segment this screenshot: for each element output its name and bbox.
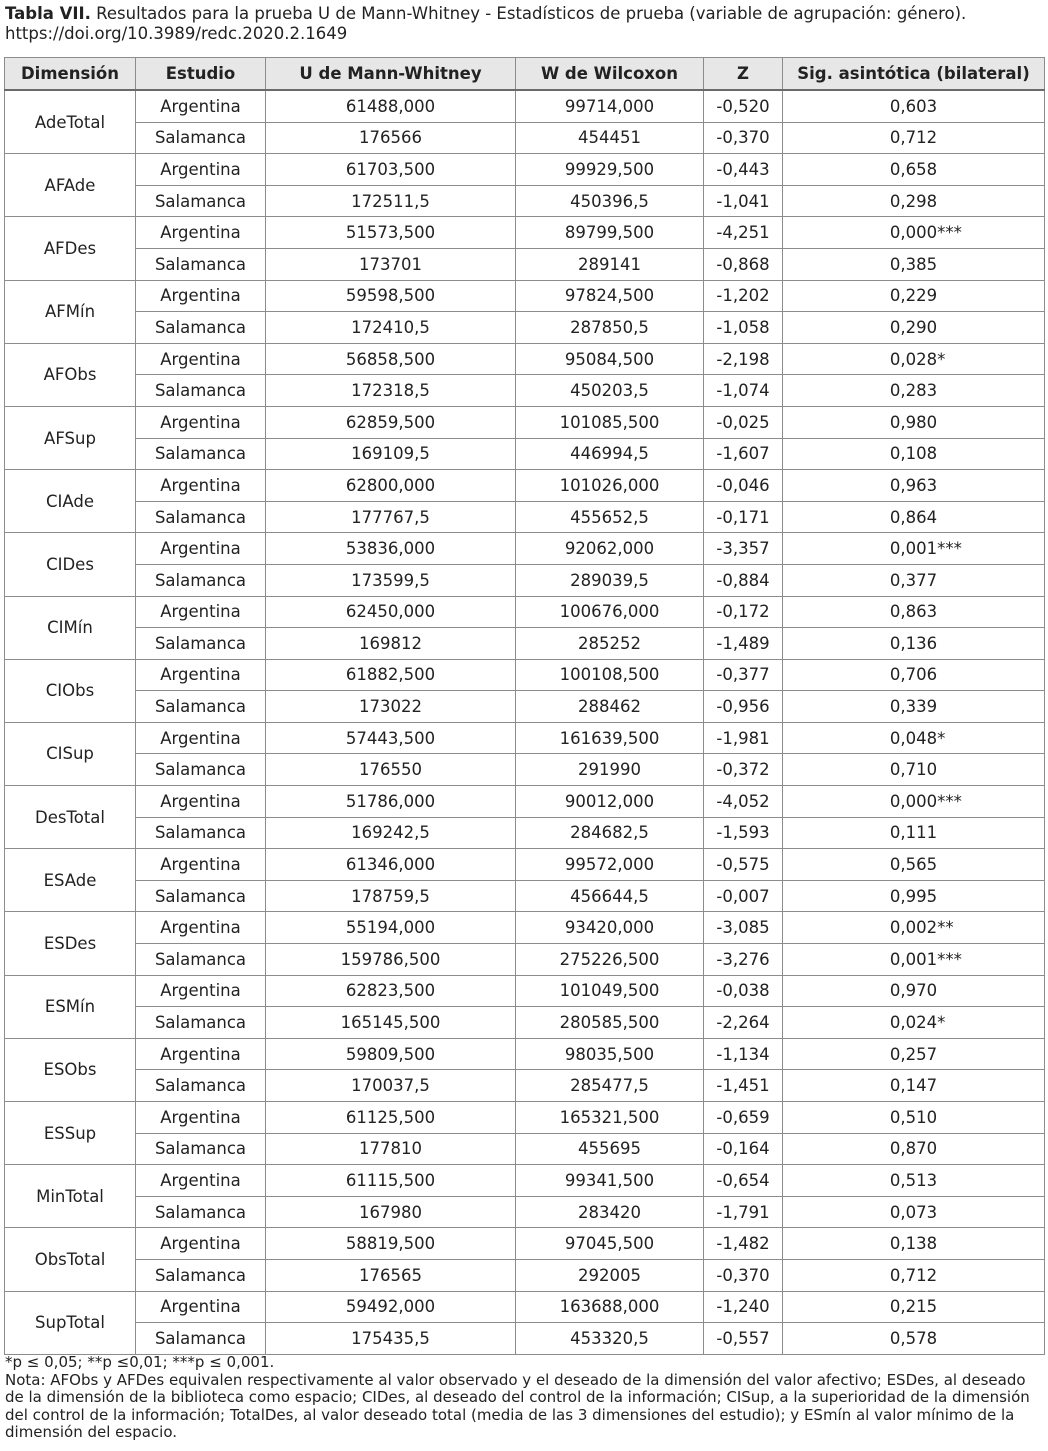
cell-dimension: CIAde [5,470,136,533]
cell-estudio: Salamanca [136,1323,266,1355]
cell-u-mann-whitney: 59598,500 [266,280,516,312]
cell-estudio: Salamanca [136,501,266,533]
cell-sig: 0,513 [783,1165,1045,1197]
table-row [5,1165,1045,1197]
cell-sig: 0,980 [783,406,1045,438]
table-row [5,596,1045,628]
table-row [5,501,1045,533]
cell-estudio: Salamanca [136,564,266,596]
cell-w-wilcoxon: 450203,5 [516,375,704,407]
cell-dimension: ESAde [5,849,136,912]
cell-w-wilcoxon: 287850,5 [516,312,704,344]
table-row [5,691,1045,723]
significance-note: *p ≤ 0,05; **p ≤0,01; ***p ≤ 0,001. [5,1353,275,1371]
cell-sig: 0,658 [783,154,1045,186]
cell-estudio: Salamanca [136,628,266,660]
cell-estudio: Argentina [136,1102,266,1134]
cell-sig: 0,229 [783,280,1045,312]
cell-estudio: Salamanca [136,438,266,470]
header-dimension: Dimensión [5,58,136,91]
cell-z: -0,868 [704,248,783,280]
cell-sig: 0,283 [783,375,1045,407]
cell-estudio: Salamanca [136,817,266,849]
cell-estudio: Argentina [136,406,266,438]
table-row [5,1291,1045,1323]
cell-u-mann-whitney: 62800,000 [266,470,516,502]
cell-z: -0,520 [704,90,783,122]
cell-estudio: Salamanca [136,754,266,786]
cell-w-wilcoxon: 99714,000 [516,90,704,122]
cell-w-wilcoxon: 161639,500 [516,722,704,754]
cell-dimension: AFSup [5,406,136,469]
cell-u-mann-whitney: 169242,5 [266,817,516,849]
cell-u-mann-whitney: 169109,5 [266,438,516,470]
cell-w-wilcoxon: 454451 [516,122,704,154]
cell-sig: 0,377 [783,564,1045,596]
cell-estudio: Argentina [136,90,266,122]
cell-w-wilcoxon: 289039,5 [516,564,704,596]
cell-u-mann-whitney: 61115,500 [266,1165,516,1197]
cell-u-mann-whitney: 167980 [266,1196,516,1228]
cell-w-wilcoxon: 101049,500 [516,975,704,1007]
cell-z: -0,654 [704,1165,783,1197]
cell-sig: 0,290 [783,312,1045,344]
cell-z: -0,557 [704,1323,783,1355]
table-row [5,786,1045,818]
cell-estudio: Salamanca [136,1007,266,1039]
cell-dimension: AFDes [5,217,136,280]
cell-w-wilcoxon: 450396,5 [516,185,704,217]
cell-dimension: AFAde [5,154,136,217]
table-body [5,90,1045,1354]
cell-z: -1,981 [704,722,783,754]
table-row [5,880,1045,912]
cell-z: -4,052 [704,786,783,818]
cell-u-mann-whitney: 176550 [266,754,516,786]
cell-dimension: CIDes [5,533,136,596]
cell-w-wilcoxon: 289141 [516,248,704,280]
table-row [5,406,1045,438]
cell-u-mann-whitney: 59492,000 [266,1291,516,1323]
cell-w-wilcoxon: 455695 [516,1133,704,1165]
cell-sig: 0,257 [783,1038,1045,1070]
cell-w-wilcoxon: 285477,5 [516,1070,704,1102]
cell-z: -0,884 [704,564,783,596]
cell-u-mann-whitney: 57443,500 [266,722,516,754]
cell-w-wilcoxon: 93420,000 [516,912,704,944]
cell-u-mann-whitney: 177810 [266,1133,516,1165]
cell-u-mann-whitney: 53836,000 [266,533,516,565]
cell-dimension: ESDes [5,912,136,975]
header-w-wilcoxon: W de Wilcoxon [516,58,704,91]
cell-dimension: CIMín [5,596,136,659]
header-sig: Sig. asintótica (bilateral) [783,58,1045,91]
cell-u-mann-whitney: 61346,000 [266,849,516,881]
cell-z: -0,659 [704,1102,783,1134]
cell-z: -0,038 [704,975,783,1007]
table-row [5,185,1045,217]
cell-sig: 0,995 [783,880,1045,912]
cell-z: -1,482 [704,1228,783,1260]
cell-u-mann-whitney: 159786,500 [266,944,516,976]
cell-u-mann-whitney: 58819,500 [266,1228,516,1260]
cell-z: -0,164 [704,1133,783,1165]
cell-sig: 0,603 [783,90,1045,122]
cell-dimension: ESSup [5,1102,136,1165]
cell-estudio: Argentina [136,533,266,565]
cell-estudio: Argentina [136,1038,266,1070]
cell-z: -0,372 [704,754,783,786]
cell-estudio: Argentina [136,217,266,249]
cell-estudio: Argentina [136,280,266,312]
cell-sig: 0,048 * [783,722,1045,754]
table-row [5,975,1045,1007]
cell-dimension: CISup [5,722,136,785]
cell-w-wilcoxon: 97045,500 [516,1228,704,1260]
cell-z: -1,041 [704,185,783,217]
cell-z: -0,172 [704,596,783,628]
cell-dimension: ESMín [5,975,136,1038]
cell-w-wilcoxon: 100108,500 [516,659,704,691]
cell-sig: 0,298 [783,185,1045,217]
cell-sig: 0,712 [783,1259,1045,1291]
cell-z: -0,575 [704,849,783,881]
cell-w-wilcoxon: 98035,500 [516,1038,704,1070]
table-row [5,1007,1045,1039]
cell-estudio: Salamanca [136,1196,266,1228]
table-row [5,533,1045,565]
cell-u-mann-whitney: 55194,000 [266,912,516,944]
table-notes [5,1354,1045,1442]
table-row [5,438,1045,470]
cell-estudio: Argentina [136,786,266,818]
cell-sig: 0,000 *** [783,786,1045,818]
cell-estudio: Salamanca [136,375,266,407]
cell-w-wilcoxon: 446994,5 [516,438,704,470]
cell-estudio: Argentina [136,849,266,881]
cell-sig: 0,073 [783,1196,1045,1228]
table-header-row [5,58,1045,91]
table-row [5,1259,1045,1291]
table-row [5,817,1045,849]
cell-z: -1,489 [704,628,783,660]
table-row [5,944,1045,976]
cell-u-mann-whitney: 172410,5 [266,312,516,344]
cell-z: -0,171 [704,501,783,533]
cell-w-wilcoxon: 99341,500 [516,1165,704,1197]
table-row [5,470,1045,502]
cell-dimension: CIObs [5,659,136,722]
results-table [4,57,1045,1355]
cell-estudio: Argentina [136,912,266,944]
table-row [5,1102,1045,1134]
table-row [5,754,1045,786]
cell-z: -1,074 [704,375,783,407]
cell-z: -0,956 [704,691,783,723]
cell-sig: 0,147 [783,1070,1045,1102]
header-estudio: Estudio [136,58,266,91]
cell-u-mann-whitney: 176566 [266,122,516,154]
cell-w-wilcoxon: 455652,5 [516,501,704,533]
cell-u-mann-whitney: 172511,5 [266,185,516,217]
cell-dimension: AdeTotal [5,90,136,154]
cell-estudio: Argentina [136,596,266,628]
cell-z: -1,607 [704,438,783,470]
cell-w-wilcoxon: 89799,500 [516,217,704,249]
cell-w-wilcoxon: 100676,000 [516,596,704,628]
cell-estudio: Salamanca [136,1133,266,1165]
cell-dimension: SupTotal [5,1291,136,1354]
cell-u-mann-whitney: 61488,000 [266,90,516,122]
cell-u-mann-whitney: 178759,5 [266,880,516,912]
cell-w-wilcoxon: 288462 [516,691,704,723]
cell-sig: 0,864 [783,501,1045,533]
cell-sig: 0,339 [783,691,1045,723]
cell-sig: 0,001 *** [783,944,1045,976]
cell-u-mann-whitney: 165145,500 [266,1007,516,1039]
cell-u-mann-whitney: 61703,500 [266,154,516,186]
cell-w-wilcoxon: 165321,500 [516,1102,704,1134]
cell-sig: 0,136 [783,628,1045,660]
header-u-mann-whitney: U de Mann-Whitney [266,58,516,91]
table-row [5,564,1045,596]
cell-estudio: Salamanca [136,944,266,976]
cell-sig: 0,863 [783,596,1045,628]
cell-w-wilcoxon: 90012,000 [516,786,704,818]
cell-z: -2,264 [704,1007,783,1039]
cell-u-mann-whitney: 62859,500 [266,406,516,438]
cell-sig: 0,111 [783,817,1045,849]
header-z: Z [704,58,783,91]
cell-u-mann-whitney: 56858,500 [266,343,516,375]
cell-estudio: Argentina [136,470,266,502]
cell-dimension: AFObs [5,343,136,406]
cell-sig: 0,712 [783,122,1045,154]
cell-z: -3,276 [704,944,783,976]
cell-z: -0,377 [704,659,783,691]
table-row [5,90,1045,122]
cell-u-mann-whitney: 59809,500 [266,1038,516,1070]
cell-u-mann-whitney: 177767,5 [266,501,516,533]
cell-u-mann-whitney: 173701 [266,248,516,280]
cell-sig: 0,565 [783,849,1045,881]
cell-sig: 0,108 [783,438,1045,470]
table-row [5,122,1045,154]
cell-z: -3,085 [704,912,783,944]
table-row [5,1070,1045,1102]
cell-sig: 0,028 * [783,343,1045,375]
cell-w-wilcoxon: 101085,500 [516,406,704,438]
table-row [5,1196,1045,1228]
cell-estudio: Argentina [136,1165,266,1197]
cell-estudio: Salamanca [136,312,266,344]
cell-z: -0,443 [704,154,783,186]
cell-z: -3,357 [704,533,783,565]
cell-w-wilcoxon: 283420 [516,1196,704,1228]
table-row [5,217,1045,249]
cell-dimension: ObsTotal [5,1228,136,1291]
cell-w-wilcoxon: 95084,500 [516,343,704,375]
table-row [5,912,1045,944]
cell-u-mann-whitney: 170037,5 [266,1070,516,1102]
cell-w-wilcoxon: 292005 [516,1259,704,1291]
table-row [5,628,1045,660]
cell-estudio: Salamanca [136,880,266,912]
cell-z: -1,791 [704,1196,783,1228]
table-row [5,375,1045,407]
cell-z: -1,593 [704,817,783,849]
cell-sig: 0,963 [783,470,1045,502]
table-row [5,1323,1045,1355]
cell-sig: 0,001 *** [783,533,1045,565]
cell-estudio: Argentina [136,722,266,754]
cell-w-wilcoxon: 291990 [516,754,704,786]
table-caption-label: Tabla VII. [5,4,91,23]
cell-u-mann-whitney: 62450,000 [266,596,516,628]
cell-sig: 0,510 [783,1102,1045,1134]
cell-estudio: Salamanca [136,1259,266,1291]
cell-w-wilcoxon: 453320,5 [516,1323,704,1355]
cell-dimension: ESObs [5,1038,136,1101]
cell-w-wilcoxon: 280585,500 [516,1007,704,1039]
cell-sig: 0,024 * [783,1007,1045,1039]
table-row [5,312,1045,344]
table-row [5,659,1045,691]
table-row [5,248,1045,280]
cell-estudio: Argentina [136,1228,266,1260]
cell-estudio: Argentina [136,154,266,186]
table-row [5,154,1045,186]
cell-w-wilcoxon: 456644,5 [516,880,704,912]
table-row [5,280,1045,312]
table-row [5,343,1045,375]
table-row [5,722,1045,754]
table-row [5,1228,1045,1260]
cell-u-mann-whitney: 62823,500 [266,975,516,1007]
cell-w-wilcoxon: 99572,000 [516,849,704,881]
cell-estudio: Salamanca [136,691,266,723]
cell-w-wilcoxon: 101026,000 [516,470,704,502]
cell-w-wilcoxon: 163688,000 [516,1291,704,1323]
cell-w-wilcoxon: 97824,500 [516,280,704,312]
cell-u-mann-whitney: 61125,500 [266,1102,516,1134]
cell-z: -4,251 [704,217,783,249]
cell-estudio: Salamanca [136,185,266,217]
cell-u-mann-whitney: 173599,5 [266,564,516,596]
cell-estudio: Salamanca [136,1070,266,1102]
cell-sig: 0,138 [783,1228,1045,1260]
cell-u-mann-whitney: 61882,500 [266,659,516,691]
cell-sig: 0,215 [783,1291,1045,1323]
cell-z: -1,134 [704,1038,783,1070]
cell-estudio: Argentina [136,659,266,691]
cell-z: -1,240 [704,1291,783,1323]
cell-u-mann-whitney: 51786,000 [266,786,516,818]
cell-z: -2,198 [704,343,783,375]
table-row [5,1038,1045,1070]
table-caption-text: Resultados para la prueba U de Mann-Whitney - Estadísticos de prueba (variable de agrupación: género). https://doi.org/10.3989/redc.2020.2.1649 [5,4,967,43]
cell-sig: 0,710 [783,754,1045,786]
cell-u-mann-whitney: 169812 [266,628,516,660]
table-caption [5,4,1041,44]
cell-u-mann-whitney: 176565 [266,1259,516,1291]
cell-estudio: Salamanca [136,122,266,154]
cell-u-mann-whitney: 51573,500 [266,217,516,249]
cell-z: -0,007 [704,880,783,912]
cell-estudio: Salamanca [136,248,266,280]
cell-sig: 0,000 *** [783,217,1045,249]
cell-z: -0,370 [704,1259,783,1291]
cell-w-wilcoxon: 92062,000 [516,533,704,565]
cell-sig: 0,870 [783,1133,1045,1165]
table-row [5,849,1045,881]
cell-z: -0,046 [704,470,783,502]
cell-w-wilcoxon: 99929,500 [516,154,704,186]
cell-estudio: Argentina [136,1291,266,1323]
cell-w-wilcoxon: 284682,5 [516,817,704,849]
cell-u-mann-whitney: 175435,5 [266,1323,516,1355]
cell-z: -1,451 [704,1070,783,1102]
cell-z: -0,025 [704,406,783,438]
cell-sig: 0,385 [783,248,1045,280]
cell-sig: 0,002 ** [783,912,1045,944]
cell-u-mann-whitney: 173022 [266,691,516,723]
cell-u-mann-whitney: 172318,5 [266,375,516,407]
cell-sig: 0,578 [783,1323,1045,1355]
cell-z: -0,370 [704,122,783,154]
cell-dimension: AFMín [5,280,136,343]
cell-dimension: DesTotal [5,786,136,849]
cell-estudio: Argentina [136,975,266,1007]
cell-z: -1,202 [704,280,783,312]
cell-w-wilcoxon: 275226,500 [516,944,704,976]
cell-w-wilcoxon: 285252 [516,628,704,660]
cell-sig: 0,706 [783,659,1045,691]
cell-sig: 0,970 [783,975,1045,1007]
cell-dimension: MinTotal [5,1165,136,1228]
abbreviation-note: Nota: AFObs y AFDes equivalen respectivamente al valor observado y el deseado de la dimensión del valor afectivo; ESDes, al deseado de la dimensión de la biblioteca como espacio; CIDes, al deseado del control de la información; CISup, a la superioridad de la dimensión del control de la información; TotalDes, al valor deseado total (media de las 3 dimensiones del estudio); y ESmín al valor mínimo de la dimensión del espacio. [5,1370,1030,1442]
table-row [5,1133,1045,1165]
cell-estudio: Argentina [136,343,266,375]
cell-z: -1,058 [704,312,783,344]
